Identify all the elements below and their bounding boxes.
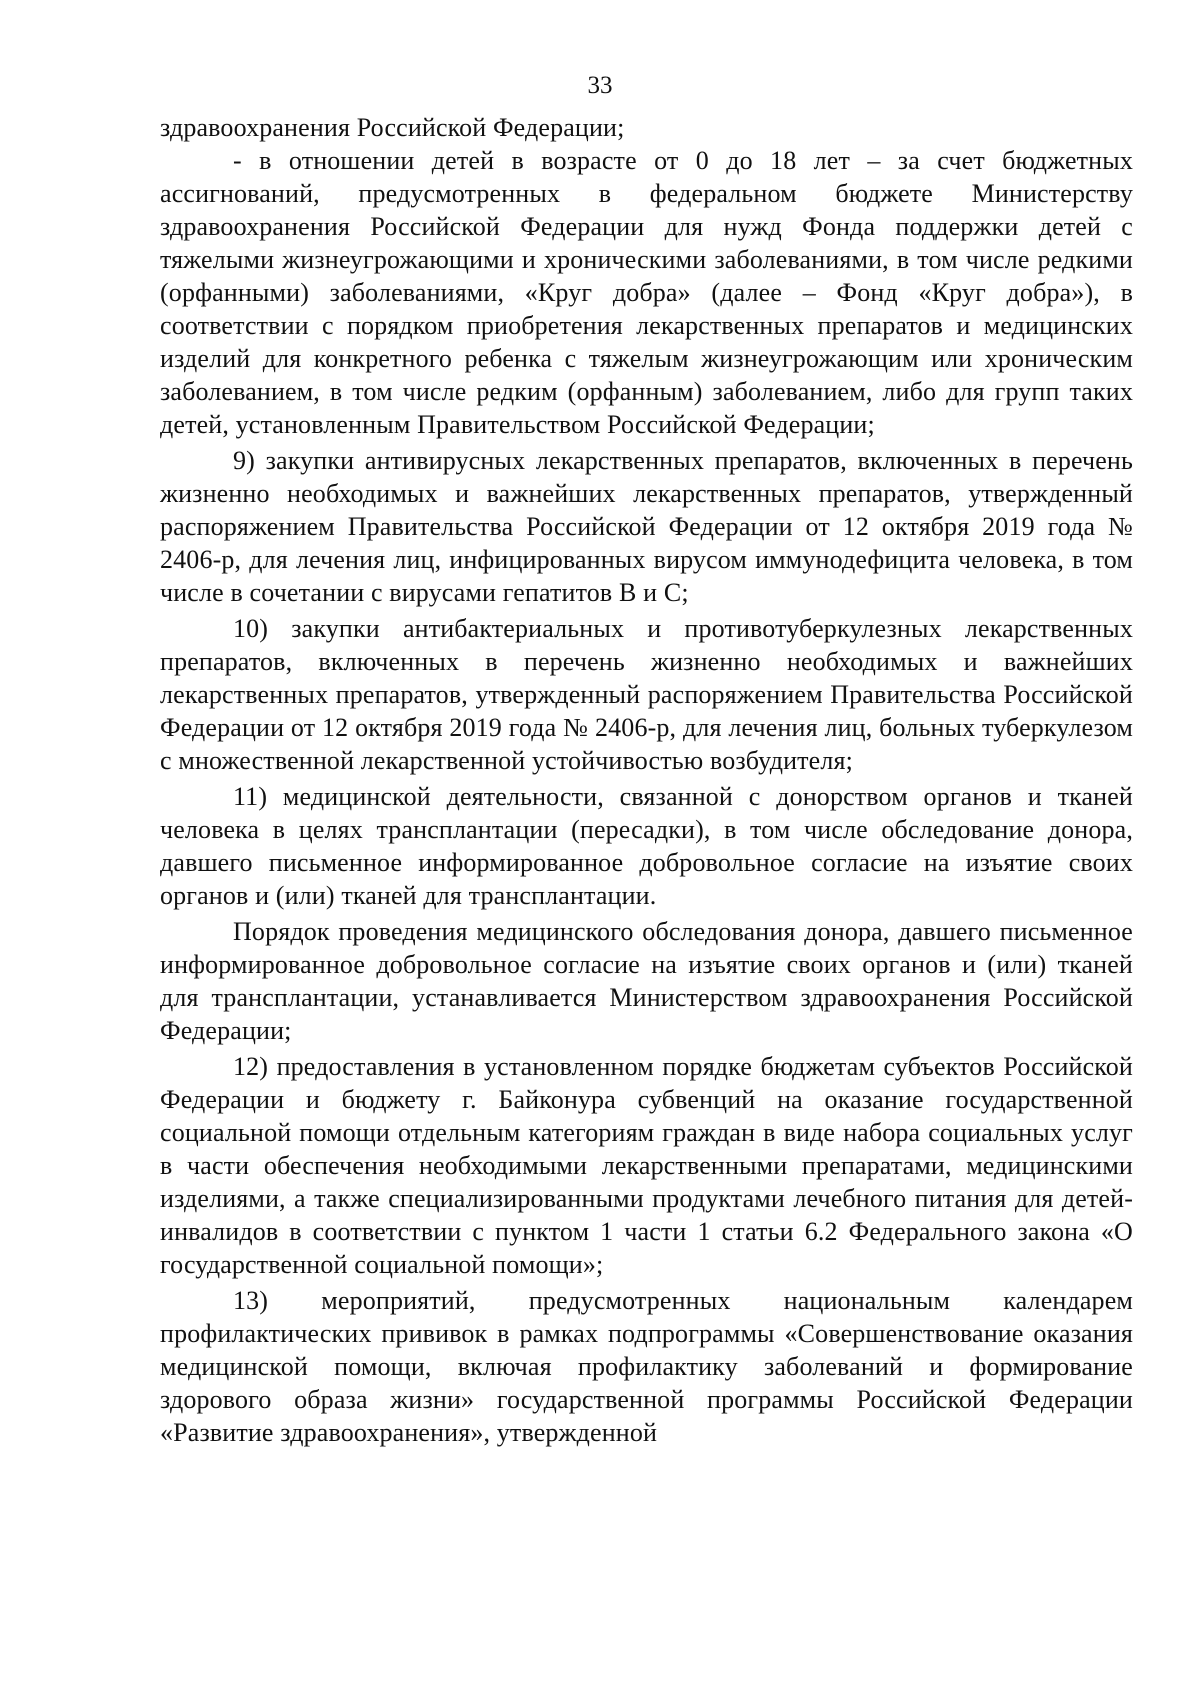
paragraph-item-10: 10) закупки антибактериальных и противотуберкулезных лекарственных препаратов, включенных в перечень жизненно необходимых и важнейших лекарственных препаратов, утвержденный распоряжением Правительства Российской Федерации от 12 октября 2019 года № 2406-р, для лечения лиц, больных туберкулезом с множественной лекарственной устойчивостью возбудителя; [160,614,1133,775]
paragraph-continuation: здравоохранения Российской Федерации; [160,113,625,142]
paragraph-children-funding: - в отношении детей в возрасте от 0 до 18 лет – за счет бюджетных ассигнований, предусмотренных в федеральном бюджете Министерству здравоохранения Российской Федерации для нужд Фонда поддержки детей с тяжелыми жизнеугрожающими и хроническими заболеваниями, в том числе редкими (орфанными) заболеваниями, «Круг добра» (далее – Фонд «Круг добра»), в соответствии с порядком приобретения лекарственных препаратов и медицинских изделий для конкретного ребенка с тяжелым жизнеугрожающим или хроническим заболеванием, в том числе редким (орфанным) заболеванием, либо для групп таких детей, установленным Правительством Российской Федерации; [160,146,1133,439]
paragraph-item-11: 11) медицинской деятельности, связанной с донорством органов и тканей человека в целях трансплантации (пересадки), в том числе обследование донора, давшего письменное информированное добровольное согласие на изъятие своих органов и (или) тканей для трансплантации. [160,782,1133,910]
paragraph-item-12: 12) предоставления в установленном порядке бюджетам субъектов Российской Федерации и бюджету г. Байконура субвенций на оказание государственной социальной помощи отдельным категориям граждан в виде набора социальных услуг в части обеспечения необходимыми лекарственными препаратами, медицинскими изделиями, а также специализированными продуктами лечебного питания для детей-инвалидов в соответствии с пунктом 1 части 1 статьи 6.2 Федерального закона «О государственной социальной помощи»; [160,1052,1133,1279]
paragraph-item-9: 9) закупки антивирусных лекарственных препаратов, включенных в перечень жизненно необходимых и важнейших лекарственных препаратов, утвержденный распоряжением Правительства Российской Федерации от 12 октября 2019 года № 2406-р, для лечения лиц, инфицированных вирусом иммунодефицита человека, в том числе в сочетании с вирусами гепатитов B и C; [160,446,1133,607]
page-number: 33 [587,72,613,99]
document-body [160,111,1133,1449]
paragraph-donor-procedure: Порядок проведения медицинского обследования донора, давшего письменное информированное добровольное согласие на изъятие своих органов и (или) тканей для трансплантации, устанавливается Министерством здравоохранения Российской Федерации; [160,917,1133,1045]
paragraph-item-13: 13) мероприятий, предусмотренных национальным календарем профилактических прививок в рамках подпрограммы «Совершенствование оказания медицинской помощи, включая профилактику заболеваний и формирование здорового образа жизни» государственной программы Российской Федерации «Развитие здравоохранения», утвержденной [160,1286,1133,1447]
